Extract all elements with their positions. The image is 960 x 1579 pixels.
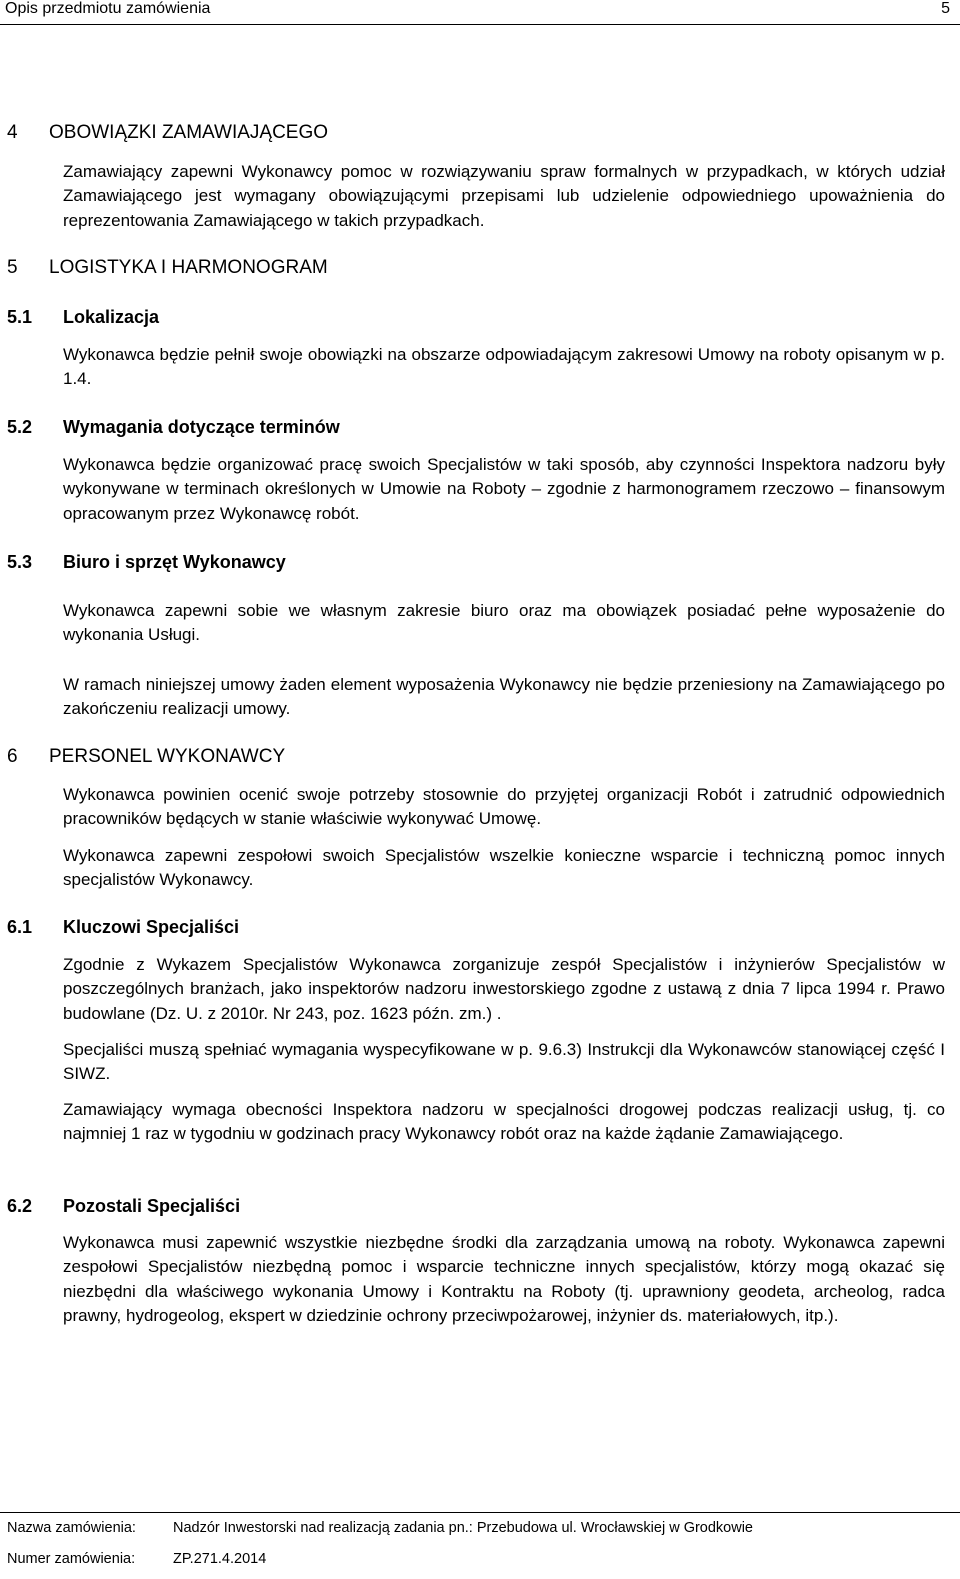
footer-name-value: Nadzór Inwestorski nad realizacją zadania pn.: Przebudowa ul. Wrocławskiej w Grodkowie bbox=[173, 1520, 753, 1536]
section-number: 5.3 bbox=[7, 552, 33, 572]
header-divider bbox=[0, 24, 960, 25]
section-title: Pozostali Specjaliści bbox=[63, 1196, 241, 1216]
section-6-paragraph-2: Wykonawca zapewni zespołowi swoich Specjalistów wszelkie konieczne wsparcie i techniczną pomoc innych specjalistów Wykonawcy. bbox=[63, 846, 945, 890]
footer-order-number bbox=[7, 1550, 266, 1568]
section-5-1-paragraph: Wykonawca będzie pełnił swoje obowiązki na obszarze odpowiadającym zakresowi Umowy na roboty opisanym w p. 1.4. bbox=[63, 345, 945, 389]
section-6-1-paragraph-1: Zgodnie z Wykazem Specjalistów Wykonawca zorganizuje zespół Specjalistów i inżynierów Specjalistów w poszczególnych branżach, jako inspektorów nadzoru inwestorskiego zgodne z ustawą z dnia 7 lipca 1994 r. Prawo budowlane (Dz. U. z 2010r. Nr 243, poz. 1623 późn. zm.) . bbox=[63, 955, 945, 1023]
section-5-2-paragraph: Wykonawca będzie organizować pracę swoich Specjalistów w taki sposób, aby czynności Inspektora nadzoru były wykonywane w terminach określonych w Umowie na Roboty – zgodnie z harmonogramem rzeczowo – finansowym opracowanym przez Wykonawcę robót. bbox=[63, 455, 945, 523]
section-6-paragraph-1: Wykonawca powinien ocenić swoje potrzeby stosownie do przyjętej organizacji Robót i zatrudnić odpowiednich pracowników będących w stanie właściwie wykonywać Umowę. bbox=[63, 785, 945, 829]
section-4-paragraph: Zamawiający zapewni Wykonawcy pomoc w rozwiązywaniu spraw formalnych w przypadkach, w których udział Zamawiającego jest wymagany obowiązującymi przepisami lub udzielenie odpowiedniego upoważnienia do reprezentowania Zamawiającego w takich przypadkach. bbox=[63, 162, 945, 230]
section-title: PERSONEL WYKONAWCY bbox=[49, 746, 286, 767]
section-title: Kluczowi Specjaliści bbox=[63, 917, 240, 937]
footer-divider bbox=[0, 1512, 960, 1513]
section-number: 5.2 bbox=[7, 417, 33, 437]
section-number: 5.1 bbox=[7, 307, 33, 327]
footer-name-label: Nazwa zamówienia: bbox=[7, 1520, 136, 1536]
section-title: Wymagania dotyczące terminów bbox=[63, 417, 340, 437]
section-5-3-paragraph-1: Wykonawca zapewni sobie we własnym zakresie biuro oraz ma obowiązek posiadać pełne wyposażenie do wykonania Usługi. bbox=[63, 601, 945, 645]
section-number: 4 bbox=[7, 122, 18, 143]
section-title: LOGISTYKA I HARMONOGRAM bbox=[49, 257, 328, 278]
section-5-3-paragraph-2: W ramach niniejszej umowy żaden element wyposażenia Wykonawcy nie będzie przeniesiony na Zamawiającego po zakończeniu realizacji umowy. bbox=[63, 675, 945, 719]
footer-number-label: Numer zamówienia: bbox=[7, 1551, 136, 1567]
section-title: Lokalizacja bbox=[63, 307, 160, 327]
section-6-1-paragraph-3: Zamawiający wymaga obecności Inspektora nadzoru w specjalności drogowej podczas realizacji usług, tj. co najmniej 1 raz w tygodniu w godzinach pracy Wykonawcy robót oraz na każde żądanie Zamawiającego. bbox=[63, 1100, 945, 1144]
section-number: 5 bbox=[7, 257, 18, 278]
document-title: Opis przedmiotu zamówienia bbox=[5, 0, 211, 17]
section-6-2-paragraph: Wykonawca musi zapewnić wszystkie niezbędne środki dla zarządzania umową na roboty. Wykonawca zapewni zespołowi Specjalistów niezbędną pomoc i wsparcie techniczne innych specjalistów, którzy mogą okazać się niezbędni dla właściwego wykonania Umowy i Kontraktu na Roboty (tj. uprawniony geodeta, archeolog, radca prawny, hydrogeolog, ekspert w dziedzinie ochrony przeciwpożarowej, inżynier ds. materiałowych, itp.). bbox=[63, 1233, 945, 1325]
section-number: 6.1 bbox=[7, 917, 33, 937]
section-6-1-paragraph-2: Specjaliści muszą spełniać wymagania wyspecyfikowane w p. 9.6.3) Instrukcji dla Wykonawców stanowiącej część I SIWZ. bbox=[63, 1040, 945, 1084]
section-number: 6 bbox=[7, 746, 18, 767]
footer-number-value: ZP.271.4.2014 bbox=[173, 1551, 267, 1567]
page-header bbox=[0, 0, 960, 26]
section-number: 6.2 bbox=[7, 1196, 33, 1216]
page-number: 5 bbox=[941, 0, 950, 17]
section-title: Biuro i sprzęt Wykonawcy bbox=[63, 552, 286, 572]
footer-order-name bbox=[7, 1519, 753, 1537]
section-title: OBOWIĄZKI ZAMAWIAJĄCEGO bbox=[49, 122, 329, 143]
